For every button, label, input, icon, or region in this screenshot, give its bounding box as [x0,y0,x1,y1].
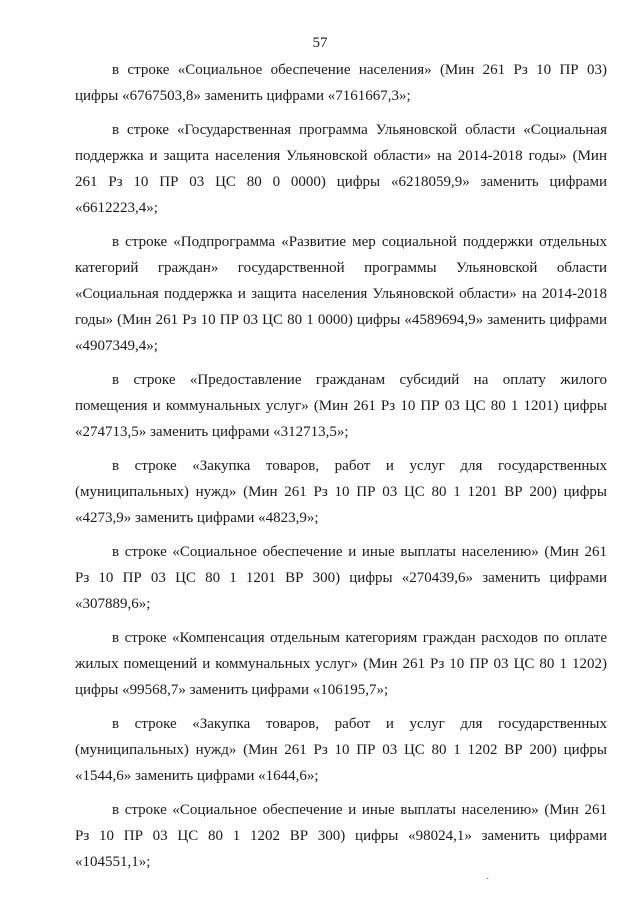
scan-speck: · [486,874,490,885]
paragraph: в строке «Социальное обеспечение и иные выплаты населению» (Мин 261 Рз 10 ПР 03 ЦС 80 1 1201 ВР 300) цифры «270439,6» заменить цифрами «307889,6»; [75,544,607,612]
page-number: 57 [312,35,328,51]
paragraph: в строке «Государственная программа Ульяновской области «Социальная поддержка и защита населения Ульяновской области» на 2014-2018 годы» (Мин 261 Рз 10 ПР 03 ЦС 80 0 0000) цифры «6218059,9» заменить цифрами «6612223,4»; [75,122,607,216]
paragraph: в строке «Социальное обеспечение населения» (Мин 261 Рз 10 ПР 03) цифры «6767503,8» заменить цифрами «7161667,3»; [75,62,607,104]
paragraph: в строке «Закупка товаров, работ и услуг для государственных (муниципальных) нужд» (Мин 261 Рз 10 ПР 03 ЦС 80 1 1202 ВР 200) цифры «1544,6» заменить цифрами «1644,6»; [75,716,607,784]
paragraph: в строке «Закупка товаров, работ и услуг для государственных (муниципальных) нужд» (Мин 261 Рз 10 ПР 03 ЦС 80 1 1201 ВР 200) цифры «4273,9» заменить цифрами «4823,9»; [75,458,607,526]
paragraph: в строке «Социальное обеспечение и иные выплаты населению» (Мин 261 Рз 10 ПР 03 ЦС 80 1 1202 ВР 300) цифры «98024,1» заменить цифрами «104551,1»; [75,802,607,870]
paragraph: в строке «Предоставление гражданам субсидий на оплату жилого помещения и коммунальных услуг» (Мин 261 Рз 10 ПР 03 ЦС 80 1 1201) цифры «274713,5» заменить цифрами «312713,5»; [75,372,607,440]
document-body [75,57,607,883]
paragraph: в строке «Компенсация отдельным категориям граждан расходов по оплате жилых помещений и коммунальных услуг» (Мин 261 Рз 10 ПР 03 ЦС 80 1 1202) цифры «99568,7» заменить цифрами «106195,7»; [75,630,607,698]
paragraph: в строке «Подпрограмма «Развитие мер социальной поддержки отдельных категорий граждан» государственной программы Ульяновской области «Социальная поддержка и защита населения Ульяновской области» на 2014-2018 годы» (Мин 261 Рз 10 ПР 03 ЦС 80 1 0000) цифры «4589694,9» заменить цифрами «4907349,4»; [75,234,607,354]
